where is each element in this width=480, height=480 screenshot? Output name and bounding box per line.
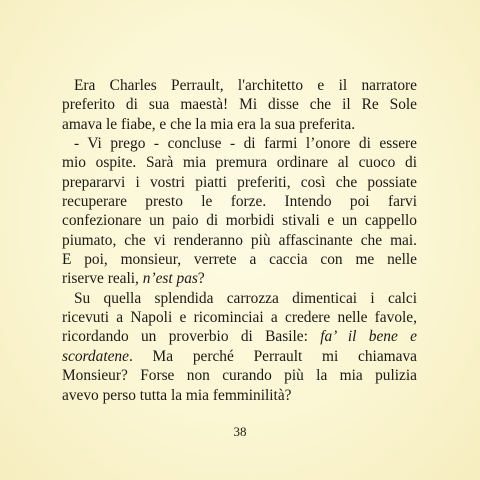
text-segment: Era Charles Perrault, l'architetto e il narratore	[74, 77, 417, 94]
text-segment: riserve reali,	[62, 270, 143, 288]
paragraph	[62, 289, 417, 405]
text-segment: Monsieur? Forse non curando più la mia pulizia	[62, 367, 417, 385]
text-line	[62, 211, 417, 230]
text-segment: ricevuti a Napoli e ricominciai a credere nelle favole,	[62, 309, 417, 327]
page-number: 38	[233, 424, 247, 439]
text-line	[62, 95, 417, 114]
italic-text: scordatene	[62, 347, 129, 365]
book-page-body	[62, 76, 417, 405]
text-segment: preferito di sua maestà! Mi disse che il Re Sole	[62, 96, 417, 114]
text-segment: ricordando un proverbio di Basile:	[62, 328, 321, 346]
text-segment: mio ospite. Sarà mia premura ordinare al cuoco di	[62, 154, 417, 172]
text-segment: confezionare un paio di morbidi stivali e un cappello	[62, 212, 417, 230]
text-segment: prepararvi i vostri piatti preferiti, così che possiate	[62, 173, 417, 191]
text-segment: Su quella splendida carrozza dimenticai i calci	[74, 289, 417, 307]
text-segment: piumato, che vi renderanno più affascinante che mai.	[62, 231, 417, 249]
text-segment: amava le fiabe, e che la mia era la sua preferita.	[62, 115, 356, 133]
italic-text: fa’ il bene e	[320, 328, 417, 346]
paragraph	[62, 134, 417, 289]
text-line	[62, 366, 417, 385]
text-segment: - Vi prego - concluse - di farmi l’onore di essere	[74, 135, 417, 153]
text-line	[62, 134, 417, 153]
text-segment: recuperare presto le forze. Intendo poi farvi	[62, 193, 417, 211]
text-block	[62, 76, 417, 405]
paragraph	[62, 76, 417, 134]
text-line	[62, 173, 417, 192]
text-line	[62, 386, 417, 405]
text-line	[62, 289, 417, 308]
text-line	[62, 308, 417, 327]
text-line	[62, 269, 417, 288]
text-line	[62, 347, 417, 366]
text-line	[62, 76, 417, 95]
text-line	[62, 231, 417, 250]
text-line	[62, 153, 417, 172]
text-line	[62, 327, 417, 346]
text-line	[62, 115, 417, 134]
text-segment: avevo perso tutta la mia femminilità?	[62, 386, 292, 404]
text-line	[62, 192, 417, 211]
italic-text: n’est pas	[142, 270, 198, 288]
text-segment: ?	[197, 270, 205, 288]
text-line	[62, 250, 417, 269]
text-segment: . Ma perché Perrault mi chiamava	[128, 347, 417, 365]
text-segment: E poi, monsieur, verrete a caccia con me nelle	[62, 251, 417, 269]
